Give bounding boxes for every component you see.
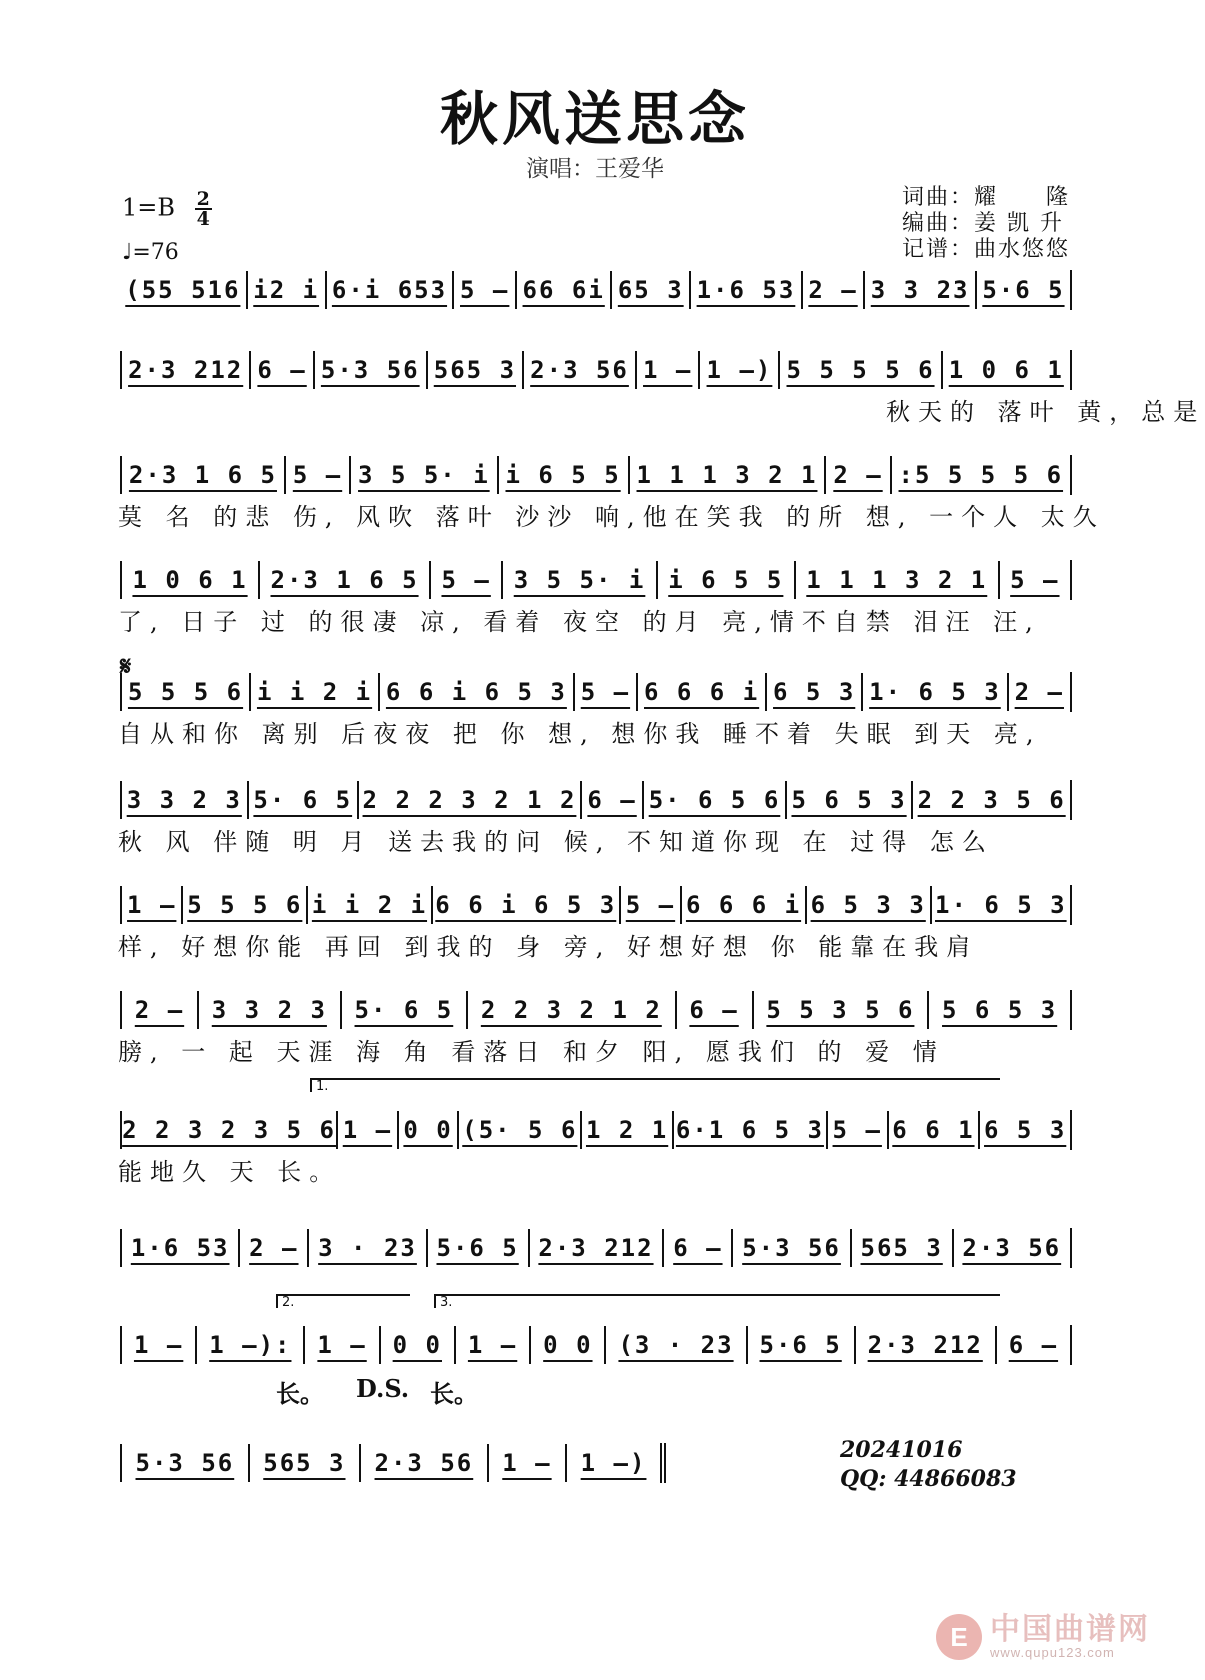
key-label: 1=B xyxy=(122,193,176,222)
measure: 1 – xyxy=(454,1326,529,1364)
measure: 2·3 212 xyxy=(854,1326,995,1364)
measure: 2 – xyxy=(801,271,864,309)
measure: 5 – xyxy=(429,561,501,599)
measure: 0 0 xyxy=(529,1326,604,1364)
measure: 5 5 5 6 xyxy=(120,673,249,711)
measure: 5 5 5 6 xyxy=(181,886,306,924)
measure: 5 – xyxy=(284,456,349,494)
measure: 2 2 3 2 1 2 xyxy=(466,991,675,1029)
music-row xyxy=(120,990,1072,1030)
measure: 5·6 5 xyxy=(975,271,1070,309)
measure: 5 5 3 5 6 xyxy=(752,991,928,1029)
measure: 5 – xyxy=(998,561,1070,599)
music-row xyxy=(120,455,1072,495)
lyric-row: 秋 风 伴随 明 月 送去我的问 候, 不知道你现 在 过得 怎么 xyxy=(118,828,994,856)
music-row xyxy=(120,885,1072,925)
measure: 3 3 23 xyxy=(863,271,974,309)
lyric-row: 秋天的 落叶 黄，总是 xyxy=(118,398,1205,426)
volta-1 xyxy=(310,1078,1000,1092)
measure: 2·3 1 6 5 xyxy=(120,456,284,494)
time-denominator: 4 xyxy=(196,208,210,230)
time-signature xyxy=(195,190,212,228)
measure: 5·6 5 xyxy=(746,1326,854,1364)
watermark-url: www.qupu123.com xyxy=(990,1644,1115,1660)
volta-3 xyxy=(434,1294,1000,1308)
measure: 6 – xyxy=(675,991,752,1029)
music-row xyxy=(120,560,1072,600)
measure: 5 – xyxy=(573,673,636,711)
volta-3-label: 3. xyxy=(440,1295,453,1310)
key-signature xyxy=(122,190,212,228)
music-row xyxy=(120,1110,1072,1150)
music-row xyxy=(120,270,1072,310)
measure: (5· 5 6 xyxy=(457,1111,580,1149)
measure: 6 – xyxy=(662,1229,731,1267)
tempo-marking: ♩=76 xyxy=(122,240,179,265)
measure: 1 – xyxy=(487,1444,565,1482)
measure: 5·6 5 xyxy=(426,1229,528,1267)
measure: 5· 6 5 xyxy=(247,781,357,819)
measure: 6·i 653 xyxy=(325,271,453,309)
measure: 5·3 56 xyxy=(120,1444,248,1482)
date-stamp: 20241016 xyxy=(840,1437,963,1463)
measure: 6 – xyxy=(249,351,313,389)
measure: 2 2 3 2 3 5 6 xyxy=(120,1111,336,1149)
singer-line: 演唱：王爱华 xyxy=(526,156,664,182)
segno-sign: 𝄋 xyxy=(120,652,132,682)
measure: 3 5 5· i xyxy=(501,561,656,599)
lyric-row: 样, 好想你能 再回 到我的 身 旁, 好想好想 你 能靠在我肩 xyxy=(118,933,979,961)
measure: 3 3 2 3 xyxy=(120,781,247,819)
measure: 5 – xyxy=(826,1111,887,1149)
music-row xyxy=(120,780,1072,820)
measure: 1 2 1 xyxy=(580,1111,672,1149)
ending-lyric-1: 长。 xyxy=(276,1379,324,1408)
page-title: 秋风送思念 xyxy=(439,85,750,153)
credit-transcription: 记谱：曲水悠悠 xyxy=(901,237,1070,262)
measure: 6 6 i 6 5 3 xyxy=(378,673,573,711)
ending-lyric-2: 长。 xyxy=(430,1379,478,1408)
qq-number: QQ: 44866083 xyxy=(840,1466,1017,1492)
measure: 565 3 xyxy=(850,1229,952,1267)
lyric-row: 莫 名 的悲 伤, 风吹 落叶 沙沙 响,他在笑我 的所 想, 一个人 太久 xyxy=(118,503,1105,531)
measure: 5 6 5 3 xyxy=(785,781,912,819)
measure: 1 – xyxy=(635,351,699,389)
measure: 2·3 56 xyxy=(952,1229,1070,1267)
measure: 6 5 3 xyxy=(978,1111,1070,1149)
music-row xyxy=(120,1325,1072,1365)
credit-lyrics-music: 词曲：耀 隆 xyxy=(901,185,1070,210)
measure: 5· 6 5 6 xyxy=(642,781,785,819)
measure: (55 516 xyxy=(125,276,241,304)
measure: 1 – xyxy=(303,1326,378,1364)
measure: 6 6 6 i xyxy=(680,886,805,924)
measure: 2 – xyxy=(238,1229,307,1267)
lyric-row: 自从和你 离别 后夜夜 把 你 想, 想你我 睡不着 失眠 到天 亮, xyxy=(118,720,1042,748)
measure: 6 6 6 i xyxy=(636,673,765,711)
measure: 6 – xyxy=(995,1326,1070,1364)
measure: i 6 5 5 xyxy=(497,456,628,494)
lyric-row: 能地久 天 长。 xyxy=(118,1158,342,1186)
measure: 2·3 212 xyxy=(528,1229,663,1267)
measure: 1·6 53 xyxy=(120,1229,238,1267)
measure: 3 5 5· i xyxy=(349,456,496,494)
measure: 6 6 1 xyxy=(887,1111,979,1149)
ds-marking: D.S. xyxy=(356,1374,410,1403)
music-row xyxy=(120,350,1072,390)
measure: 65 3 xyxy=(610,271,689,309)
measure: 6 6 i 6 5 3 xyxy=(431,886,619,924)
lyric-row: 膀, 一 起 天涯 海 角 看落日 和夕 阳, 愿我们 的 爱 情 xyxy=(118,1038,945,1066)
measure: 5 6 5 3 xyxy=(927,991,1070,1029)
measure: 2 – xyxy=(824,456,889,494)
music-row xyxy=(120,1443,666,1483)
measure: 3 3 2 3 xyxy=(197,991,340,1029)
watermark-logo-icon: E xyxy=(936,1614,982,1660)
measure: 5 – xyxy=(619,886,680,924)
measure: i2 i xyxy=(246,271,325,309)
measure: 1 0 6 1 xyxy=(120,561,258,599)
measure: 2 – xyxy=(1007,673,1070,711)
measure: 1 1 1 3 2 1 xyxy=(794,561,998,599)
credits-block xyxy=(902,185,1070,263)
measure: 1 – xyxy=(120,886,181,924)
measure: 565 3 xyxy=(248,1444,359,1482)
measure: 6·1 6 5 3 xyxy=(672,1111,826,1149)
measure: 5·3 56 xyxy=(313,351,426,389)
volta-1-label: 1. xyxy=(316,1079,329,1094)
measure: 0 0 xyxy=(379,1326,454,1364)
measure: i 6 5 5 xyxy=(656,561,794,599)
measure: :5 5 5 5 6 xyxy=(890,456,1070,494)
measure: 2·3 212 xyxy=(120,351,249,389)
volta-2 xyxy=(276,1294,410,1308)
measure: 1 0 6 1 xyxy=(941,351,1070,389)
measure: i i 2 i xyxy=(249,673,378,711)
measure: 2 2 2 3 2 1 2 xyxy=(357,781,580,819)
measure: 6 5 3 3 xyxy=(805,886,930,924)
measure: 5 5 5 5 6 xyxy=(778,351,940,389)
lyric-row: 了, 日子 过 的很凄 凉, 看着 夜空 的月 亮,情不自禁 泪汪 汪, xyxy=(118,608,1041,636)
measure: 2·3 56 xyxy=(522,351,635,389)
measure: 6 – xyxy=(580,781,642,819)
measure: 2·3 56 xyxy=(359,1444,487,1482)
measure: 1 – xyxy=(336,1111,397,1149)
measure: 6 5 3 xyxy=(765,673,861,711)
measure: 2 2 3 5 6 xyxy=(911,781,1070,819)
credit-arrangement: 编曲：姜 凯 升 xyxy=(901,211,1064,236)
volta-2-label: 2. xyxy=(282,1295,295,1310)
measure: 2 – xyxy=(120,991,197,1029)
music-row xyxy=(120,672,1072,712)
measure: i i 2 i xyxy=(306,886,431,924)
measure: 3 · 23 xyxy=(307,1229,425,1267)
time-numerator: 2 xyxy=(196,188,210,210)
measure: 2·3 1 6 5 xyxy=(258,561,429,599)
measure: 1·6 53 xyxy=(689,271,800,309)
measure: (3 · 23 xyxy=(604,1326,745,1364)
measure: 5·3 56 xyxy=(731,1229,849,1267)
measure: 66 6i xyxy=(515,271,610,309)
measure: 1 –) xyxy=(565,1444,660,1482)
music-row xyxy=(120,1228,1072,1268)
watermark-site-name: 中国曲谱网 xyxy=(990,1611,1150,1647)
site-watermark xyxy=(936,1611,1150,1660)
measure: 1 –) xyxy=(698,351,778,389)
measure: 1 – xyxy=(120,1326,195,1364)
measure: 1 –): xyxy=(195,1326,303,1364)
measure: 565 3 xyxy=(426,351,522,389)
measure: 1· 6 5 3 xyxy=(930,886,1070,924)
measure: 1· 6 5 3 xyxy=(861,673,1006,711)
measure: 1 1 1 3 2 1 xyxy=(628,456,825,494)
measure: 5 – xyxy=(452,271,515,309)
measure: 5· 6 5 xyxy=(340,991,466,1029)
measure: 0 0 xyxy=(397,1111,458,1149)
